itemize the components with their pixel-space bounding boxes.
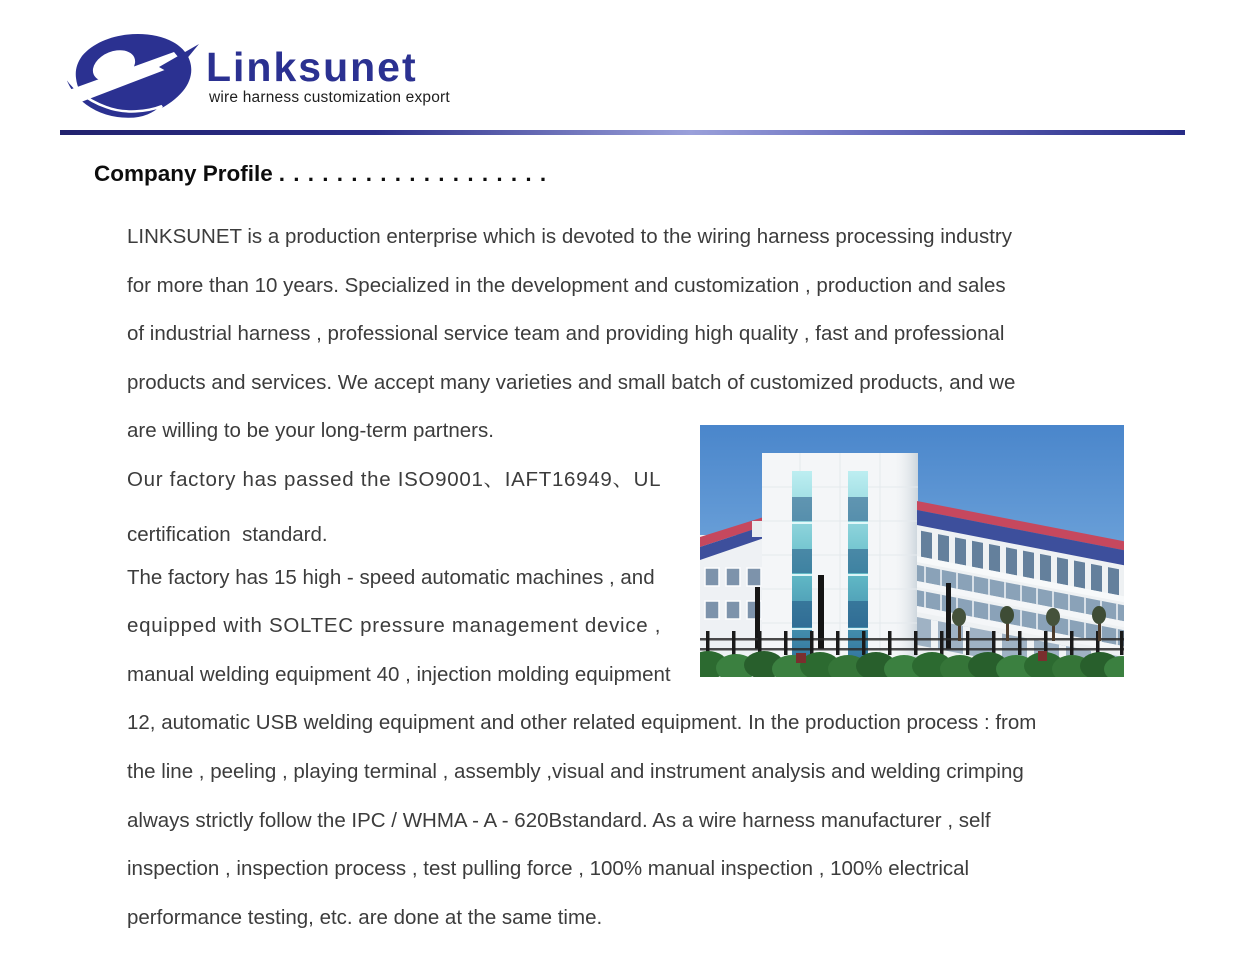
- body-line: are willing to be your long-term partners.: [127, 419, 494, 443]
- body-line: inspection , inspection process , test pulling force , 100% manual inspection , 100% electrical: [127, 857, 970, 881]
- heading-dot-leader: . . . . . . . . . . . . . . . . . . .: [278, 161, 548, 186]
- section-title: Company Profile: [94, 161, 273, 186]
- brand-tagline: wire harness customization export: [209, 89, 450, 106]
- body-line: equipped with SOLTEC pressure management device ,: [127, 614, 662, 638]
- body-line: certification standard.: [127, 522, 328, 546]
- body-line: performance testing, etc. are done at the same time.: [127, 905, 603, 929]
- body-line: of industrial harness , professional service team and providing high quality , fast and professional: [127, 322, 1005, 346]
- header-divider: [60, 130, 1185, 135]
- brand-name: Linksunet: [206, 44, 418, 90]
- body-line: LINKSUNET is a production enterprise which is devoted to the wiring harness processing industry: [127, 225, 1012, 248]
- body-line: The factory has 15 high - speed automatic machines , and: [127, 565, 655, 589]
- body-line: 12, automatic USB welding equipment and other related equipment. In the production process : from: [127, 711, 1037, 735]
- body-line: the line , peeling , playing terminal , assembly ,visual and instrument analysis and welding crimping: [127, 760, 1024, 784]
- body-line: Our factory has passed the ISO9001、IAFT16949、UL: [127, 467, 662, 491]
- body-line: for more than 10 years. Specialized in the development and customization , production and sales: [127, 273, 1006, 297]
- body-line: manual welding equipment 40 , injection molding equipment: [127, 662, 671, 686]
- body-line: always strictly follow the IPC / WHMA - A - 620Bstandard. As a wire harness manufacturer , self: [127, 808, 991, 832]
- linksunet-logo-icon: [62, 26, 202, 126]
- body-line: products and services. We accept many varieties and small batch of customized products, and we: [127, 370, 1016, 394]
- factory-building-photo: [700, 425, 1124, 677]
- section-heading: [94, 161, 547, 187]
